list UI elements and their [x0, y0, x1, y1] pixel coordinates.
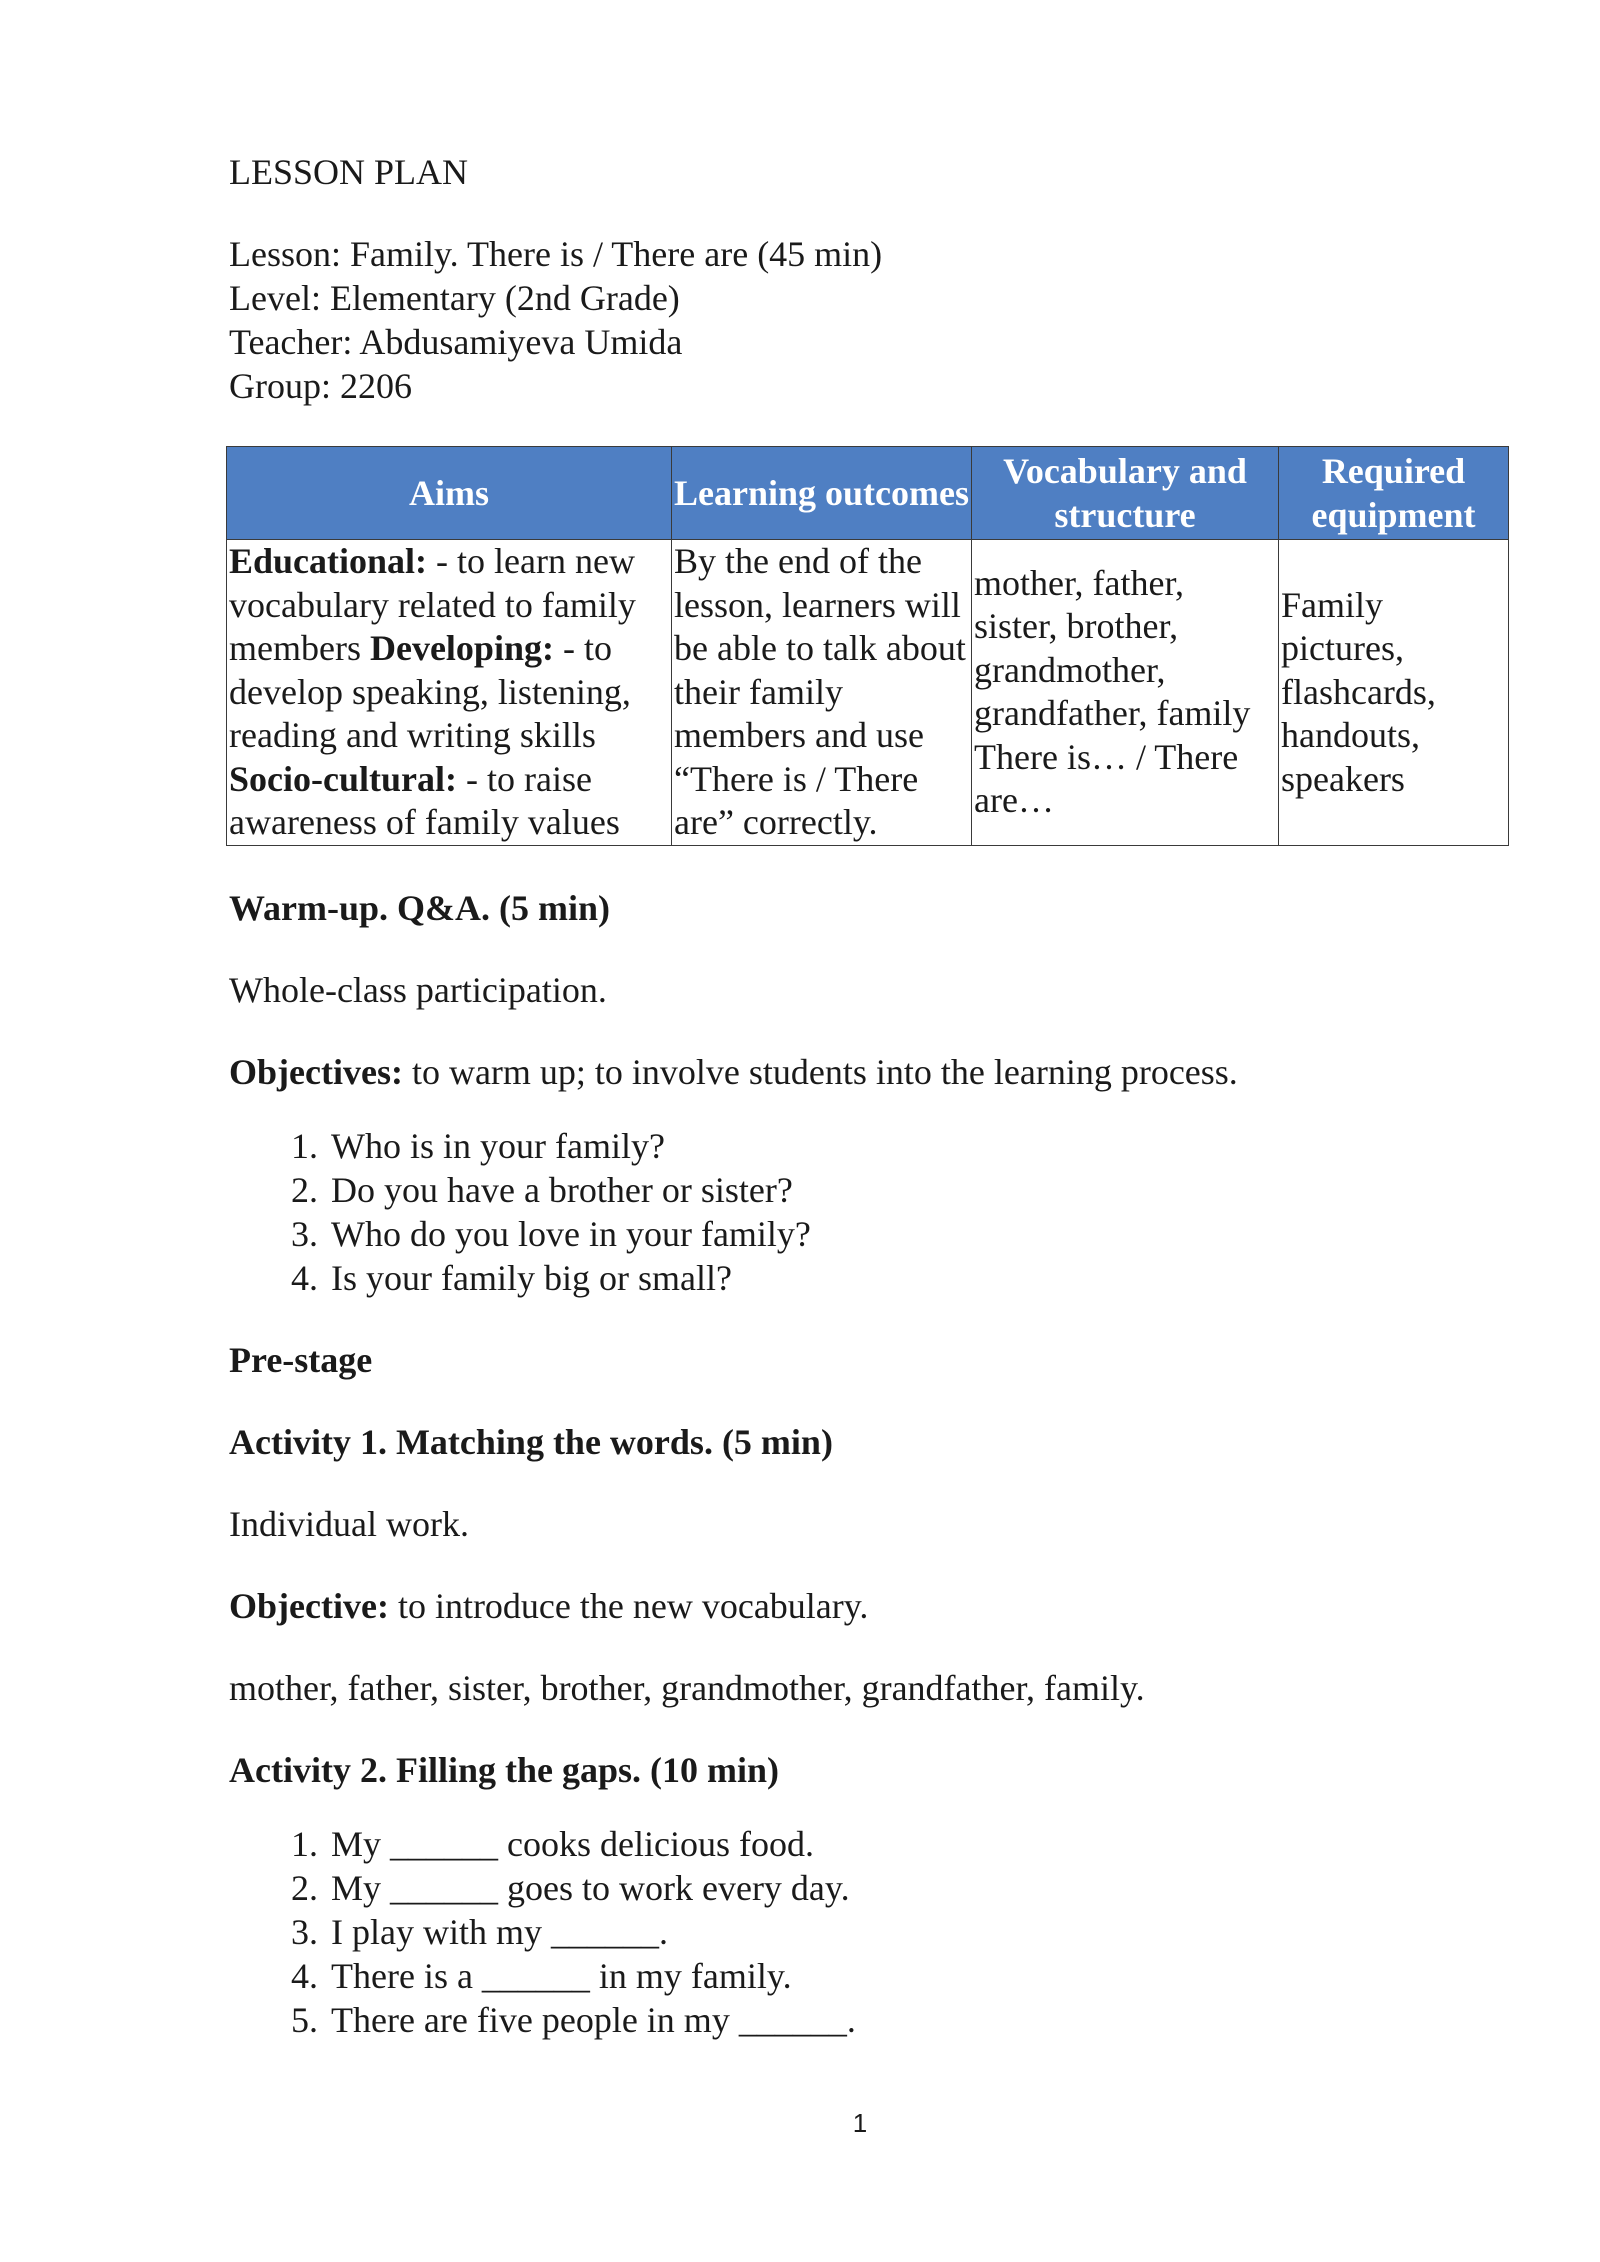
page-content	[229, 150, 1509, 2042]
sociocultural-label: Socio-cultural:	[229, 758, 457, 799]
objectives-text: to warm up; to involve students into the learning process.	[402, 1051, 1238, 1092]
document-title: LESSON PLAN	[229, 152, 469, 192]
cell-vocabulary: mother, father, sister, brother, grandmother, grandfather, family There is… / There are…	[972, 540, 1279, 846]
educational-text: - to learn new vocabulary related to family members	[229, 541, 636, 668]
level-line: Level: Elementary (2nd Grade)	[229, 278, 680, 318]
sociocultural-text: - to raise awareness of family values	[229, 758, 620, 842]
cell-equipment: Family pictures, flashcards, handouts, speakers	[1279, 540, 1509, 846]
developing-label: Developing:	[369, 628, 554, 668]
cell-aims	[227, 540, 672, 846]
activity1-objective	[229, 1584, 1509, 1628]
activity1-heading: Activity 1. Matching the words. (5 min)	[229, 1421, 833, 1462]
warmup-questions	[229, 1124, 1509, 1300]
objective-label: Objective:	[229, 1585, 389, 1626]
group-line: Group: 2206	[229, 366, 412, 406]
cell-learning-outcomes: By the end of the lesson, learners will be able to talk about their family members and use “There is / There are” correctly.	[672, 540, 972, 846]
table-row	[227, 540, 1509, 846]
header-equipment: Required equipment	[1279, 447, 1509, 540]
list-item: 2. My ______ goes to work every day.	[327, 1866, 1509, 1910]
activity2-items	[229, 1822, 1509, 2042]
warmup-section	[229, 886, 1509, 1300]
lesson-meta	[229, 232, 1509, 408]
list-item: 1. My ______ cooks delicious food.	[327, 1822, 1509, 1866]
activity2-heading: Activity 2. Filling the gaps. (10 min)	[229, 1749, 779, 1790]
prestage-heading: Pre-stage	[229, 1339, 373, 1380]
header-aims: Aims	[227, 447, 672, 540]
warmup-objectives	[229, 1050, 1509, 1094]
header-vocabulary: Vocabulary and structure	[972, 447, 1279, 540]
teacher-line: Teacher: Abdusamiyeva Umida	[229, 322, 683, 362]
list-item: 3. Who do you love in your family?	[327, 1212, 1509, 1256]
header-learning-outcomes: Learning outcomes	[672, 447, 972, 540]
table-header-row	[227, 447, 1509, 540]
list-item: 2. Do you have a brother or sister?	[327, 1168, 1509, 1212]
objectives-label: Objectives:	[229, 1051, 403, 1092]
objective-text: to introduce the new vocabulary.	[388, 1585, 869, 1626]
list-item: 5. There are five people in my ______.	[327, 1998, 1509, 2042]
lesson-line: Lesson: Family. There is / There are (45 min)	[229, 234, 883, 274]
activity1-mode: Individual work.	[229, 1503, 469, 1544]
page-number: 1	[852, 2108, 868, 2138]
warmup-heading: Warm-up. Q&A. (5 min)	[229, 887, 610, 928]
developing-text: - to develop speaking, listening, reading and writing skills	[229, 628, 631, 755]
warmup-mode: Whole-class participation.	[229, 969, 607, 1010]
list-item: 4. There is a ______ in my family.	[327, 1954, 1509, 1998]
list-item: 3. I play with my ______.	[327, 1910, 1509, 1954]
list-item: 4. Is your family big or small?	[327, 1256, 1509, 1300]
list-item: 1. Who is in your family?	[327, 1124, 1509, 1168]
educational-label: Educational:	[229, 541, 428, 581]
lesson-plan-table	[226, 446, 1509, 846]
activity1-words: mother, father, sister, brother, grandmother, grandfather, family.	[229, 1667, 1145, 1708]
